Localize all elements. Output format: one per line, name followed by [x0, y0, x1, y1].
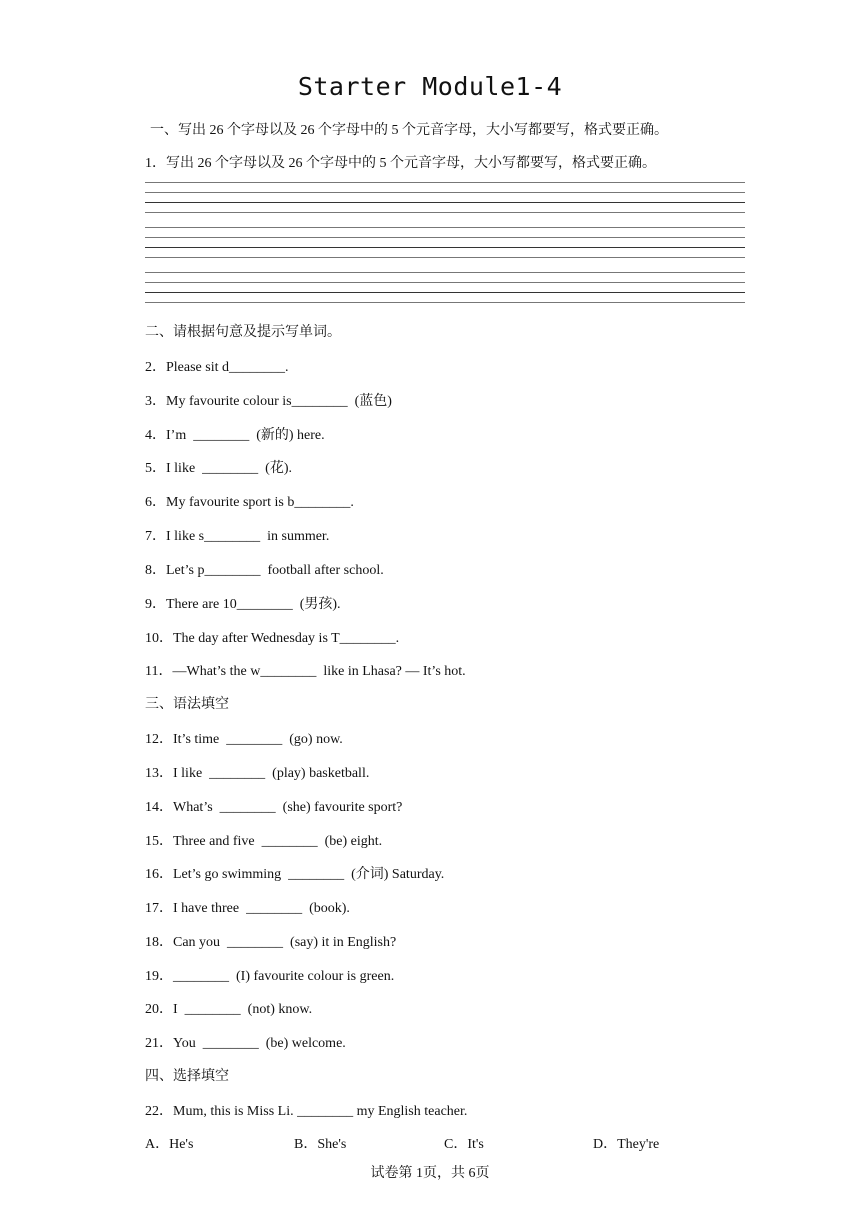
writing-line — [145, 272, 745, 273]
question-item: 15．Three and five ________ (be) eight. — [145, 834, 383, 849]
page-footer: 试卷第 1页，共 6页 — [370, 1166, 490, 1181]
question-item: 14．What’s ________ (she) favourite sport? — [145, 800, 403, 815]
section-2-heading: 二、请根据句意及提示写单词。 — [145, 325, 341, 340]
question-item: 12．It’s time ________ (go) now. — [145, 732, 343, 747]
writing-line — [145, 292, 745, 293]
question-item: 5．I like ________ (花). — [145, 461, 292, 476]
writing-line — [145, 247, 745, 248]
page-title: Starter Module1-4 — [297, 72, 563, 101]
option-c[interactable]: C．It's — [444, 1137, 484, 1152]
question-item: 8．Let’s p________ football after school. — [145, 563, 384, 578]
question-item: 3．My favourite colour is________ (蓝色) — [145, 394, 392, 409]
question-item: 2．Please sit d________. — [145, 360, 289, 375]
option-b[interactable]: B．She's — [294, 1137, 347, 1152]
section-4-heading: 四、选择填空 — [145, 1069, 229, 1084]
question-22: 22．Mum, this is Miss Li. ________ my English teacher. — [145, 1104, 468, 1119]
writing-line — [145, 182, 745, 183]
section-3-heading: 三、语法填空 — [145, 697, 229, 712]
question-1: 1．写出 26 个字母以及 26 个字母中的 5 个元音字母，大小写都要写，格式要正确。 — [145, 156, 656, 171]
question-item: 11．—What’s the w________ like in Lhasa? — It’s hot. — [145, 664, 466, 679]
writing-line — [145, 192, 745, 193]
writing-line — [145, 202, 745, 203]
question-item: 18．Can you ________ (say) it in English? — [145, 935, 397, 950]
question-item: 6．My favourite sport is b________. — [145, 495, 354, 510]
question-item: 19．________ (I) favourite colour is green. — [145, 969, 395, 984]
writing-line — [145, 282, 745, 283]
question-item: 16．Let’s go swimming ________ (介词) Saturday. — [145, 867, 445, 882]
writing-lines[interactable] — [145, 182, 745, 303]
writing-line — [145, 237, 745, 238]
writing-line — [145, 227, 745, 228]
section-1-heading: 一、写出 26 个字母以及 26 个字母中的 5 个元音字母，大小写都要写，格式要正确。 — [150, 123, 668, 138]
question-item: 20．I ________ (not) know. — [145, 1002, 313, 1017]
question-item: 9．There are 10________ (男孩). — [145, 597, 341, 612]
question-item: 4．I’m ________ (新的) here. — [145, 428, 325, 443]
question-item: 17．I have three ________ (book). — [145, 901, 350, 916]
option-a[interactable]: A．He's — [145, 1137, 194, 1152]
writing-line — [145, 212, 745, 213]
question-item: 10．The day after Wednesday is T________. — [145, 631, 400, 646]
question-item: 21．You ________ (be) welcome. — [145, 1036, 346, 1051]
writing-line — [145, 302, 745, 303]
question-item: 7．I like s________ in summer. — [145, 529, 330, 544]
option-d[interactable]: D．They're — [593, 1137, 660, 1152]
question-item: 13．I like ________ (play) basketball. — [145, 766, 370, 781]
writing-line — [145, 257, 745, 258]
